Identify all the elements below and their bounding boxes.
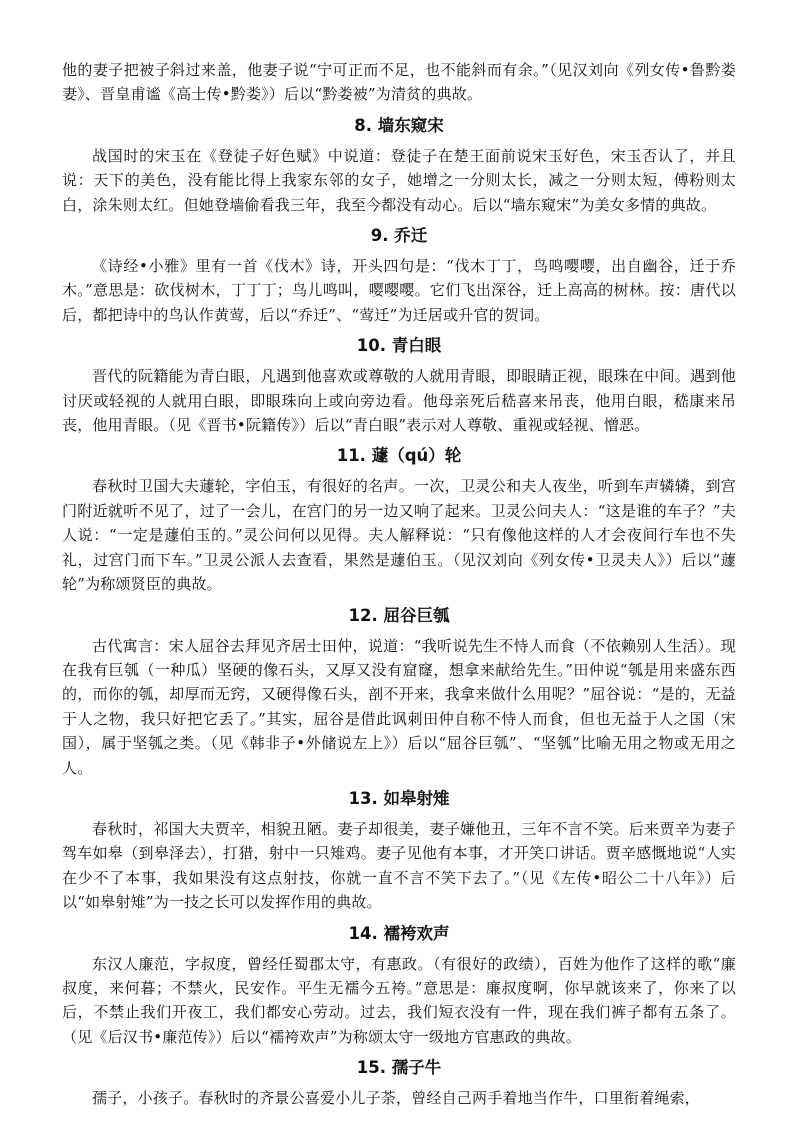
section-title-10: 10. 青白眼 — [356, 336, 442, 356]
section-body-8: 战国时的宋玉在《登徒子好色赋》中说道：登徒子在楚王面前说宋玉好色，宋玉否认了，并且说：天下的美色，没有能比得上我家东邻的女子，她增之一分则太长，减之一分则太短，傅粉则太白，涂朱则太红。但她登墙偷看我三年，我至今都没有动心。后以“墙东窥宋”为美女多情的典故。 — [62, 146, 736, 214]
section-body-14: 东汉人廉范，字叔度，曾经任蜀郡太守，有惠政。（有很好的政绩），百姓为他作了这样的歌“廉叔度，来何暮；不禁火，民安作。平生无襦今五袴。”意思是：廉叔度啊，你早就该来了，你来了以后，不禁止我们开夜工，我们都安心劳动。过去，我们短衣没有一件，现在我们裤子都有五条了。（见《后汉书•廉范传》）后以“襦袴欢声”为称颂太守一级地方官惠政的典故。 — [62, 954, 736, 1046]
section-body-11: 春秋时卫国大夫蘧轮，字伯玉，有很好的名声。一次，卫灵公和夫人夜坐，听到车声辚辚，到宫门附近就听不见了，过了一会儿，在宫门的另一边又响了起来。卫灵公问夫人：“这是谁的车子？”夫人说：“一定是蘧伯玉的。”灵公问何以见得。夫人解释说：“只有像他这样的人才会夜间行车也不失礼，过宫门而下车。”卫灵公派人去查看，果然是蘧伯玉。（见汉刘向《列女传•卫灵夫人》）后以“蘧轮”为称颂贤臣的典故。 — [62, 477, 736, 594]
section-title-9: 9. 乔迁 — [370, 226, 428, 246]
intro-paragraph: 他的妻子把被子斜过来盖，他妻子说“宁可正而不足，也不能斜而有余。”（见汉刘向《列女传•鲁黔娄妻》、晋皇甫谧《高士传•黔娄》）后以“黔娄被”为清贫的典故。 — [62, 61, 736, 104]
document-page — [62, 58, 736, 1111]
section-body-10: 晋代的阮籍能为青白眼，凡遇到他喜欢或尊敬的人就用青眼，即眼睛正视，眼珠在中间。遇到他讨厌或轻视的人就用白眼，即眼珠向上或向旁边看。他母亲死后嵇喜来吊丧，他用白眼，嵇康来吊丧，他用青眼。（见《晋书•阮籍传》）后以“青白眼”表示对人尊敬、重视或轻视、憎恶。 — [62, 367, 736, 435]
section-title-8: 8. 墙东窥宋 — [354, 115, 444, 135]
section-body-12: 古代寓言：宋人屈谷去拜见齐居士田仲，说道：“我听说先生不恃人而食（不依赖别人生活）。现在我有巨瓠（一种瓜）坚硬的像石头，又厚又没有窟窿，想拿来献给先生。”田仲说“瓠是用来盛东西的，而你的瓠，却厚而无窍，又硬得像石头，剖不开来，我拿来做什么用呢？”屈谷说：“是的，无益于人之物，我只好把它丢了。”其实，屈谷是借此讽刺田仲自称不恃人而食，但也无益于人之国（宋国），属于坚瓠之类。（见《韩非子•外储说左上》）后以“屈谷巨瓠”、“坚瓠”比喻无用之物或无用之人。 — [62, 636, 736, 777]
section-title-11: 11. 蘧（qú）轮 — [336, 446, 462, 466]
section-title-13: 13. 如皋射雉 — [348, 788, 450, 808]
section-title-15: 15. 孺子牛 — [356, 1058, 442, 1078]
section-title-14: 14. 襦袴欢声 — [348, 923, 450, 943]
section-title-12: 12. 屈谷巨瓠 — [348, 605, 450, 625]
section-body-9: 《诗经•小雅》里有一首《伐木》诗，开头四句是：“伐木丁丁，鸟鸣嘤嘤，出自幽谷，迁于乔木。”意思是：砍伐树木，丁丁丁；鸟儿鸣叫，嘤嘤嘤。它们飞出深谷，迁上高高的树林。按：唐代以后，都把诗中的鸟认作黄莺，后以“乔迁”、“莺迁”为迁居或升官的贺词。 — [62, 257, 736, 324]
section-body-15: 孺子，小孩子。春秋时的齐景公喜爱小儿子荼，曾经自己两手着地当作牛，口里衔着绳索， — [92, 1089, 701, 1108]
section-body-13: 春秋时，祁国大夫贾辛，相貌丑陋。妻子却很美，妻子嫌他丑，三年不言不笑。后来贾辛为妻子驾车如皋（到皋泽去），打猎，射中一只雉鸡。妻子见他有本事，才开笑口讲话。贾辛感慨地说“人实在少不了本事，我如果没有这点射技，你就一直不言不笑下去了。”（见《左传•昭公二十八年》）后以“如皋射雉”为一技之长可以发挥作用的典故。 — [62, 819, 736, 912]
